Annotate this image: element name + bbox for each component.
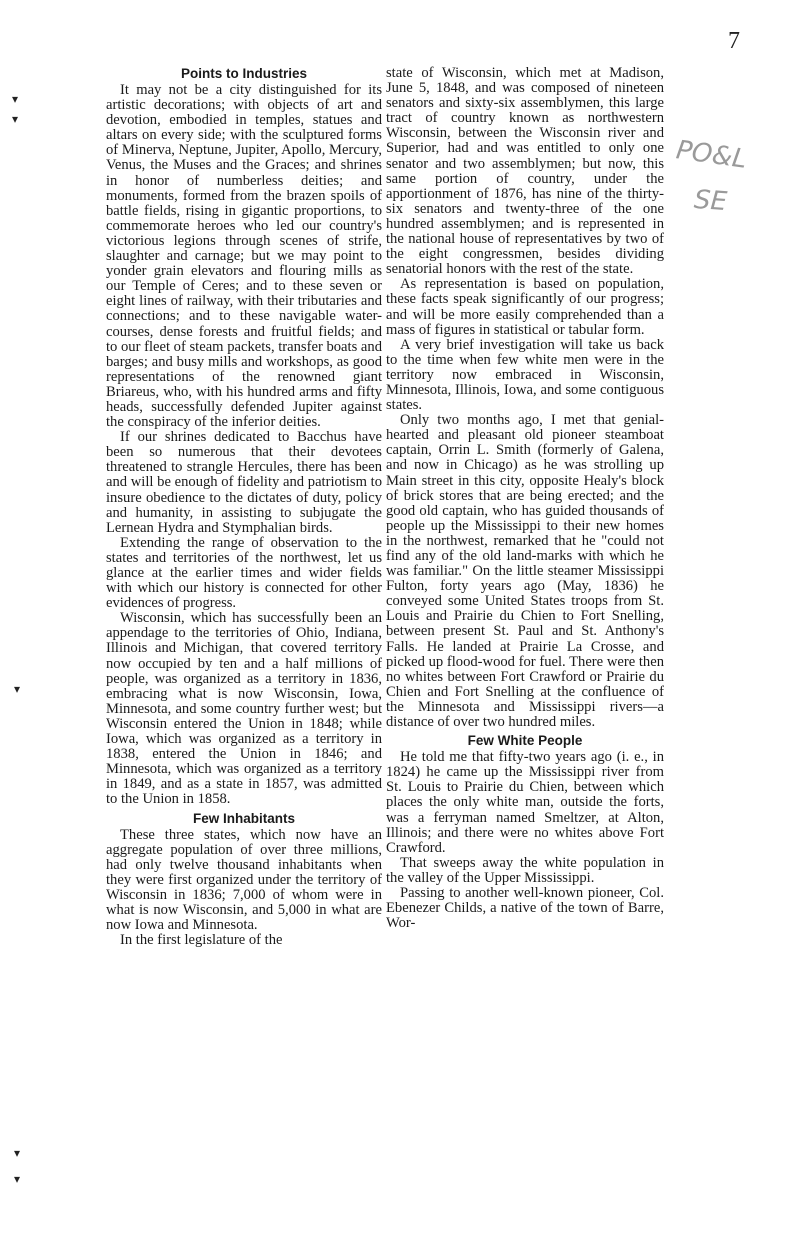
paragraph: Only two months ago, I met that genial-hearted and pleasant old pioneer steamboat captain, Orrin L. Smith (formerly of Galena, and now in Chicago) as he was strolling up Main street in this city, opposite Healy's block of brick stores that are being erected; and the good old captain, who has guided thousands of people up the Mississippi to their new homes in the northwest, remarked that he "could not find any of the old land-marks with which he was familiar." On the little steamer Mississippi Fulton, forty years ago (May, 1836) he conveyed some United States troops from St. Louis and Prairie du Chien to Fort Snelling, between present St. Paul and St. Anthony's Falls. He landed at Prairie La Crosse, and picked up flood-wood for fuel. There were then no whites between Fort Crawford or Prairie du Chien and Fort Snelling at the confluence of the Minnesota and Mississippi rivers—a distance of over two hundred miles. bbox=[386, 412, 664, 731]
margin-mark-2: ▾ bbox=[12, 112, 19, 126]
paragraph: He told me that fifty-two years ago (i. e., in 1824) he came up the Mississippi river from St. Louis to Prairie du Chien, between which places the only white man, outside the forts, was a ferryman named Smeltzer, at Alton, Illinois; and there were no whites above Fort Crawford. bbox=[386, 749, 664, 856]
page-number: 7 bbox=[728, 28, 740, 54]
paragraph: In the first legislature of the bbox=[120, 932, 283, 949]
right-column bbox=[386, 66, 664, 931]
paragraph: That sweeps away the white population in the valley of the Upper Mississippi. bbox=[386, 854, 664, 886]
margin-mark-4: ▾ bbox=[14, 1146, 21, 1160]
paragraph: Extending the range of observation to the states and territories of the northwest, let us glance at the earlier times and wider fields with which our history is connected for other evidences of progress. bbox=[106, 534, 382, 612]
margin-annotation-1: PO&L bbox=[674, 135, 749, 175]
margin-mark-5: ▾ bbox=[14, 1172, 21, 1186]
paragraph: As representation is based on population, these facts speak significantly of our progress; and will be more easily comprehended than a mass of figures in statistical or tabular form. bbox=[386, 276, 664, 338]
left-column bbox=[106, 66, 382, 948]
paragraph: If our shrines dedicated to Bacchus have been so numerous that their devotees threatened to strangle Hercules, there has been and will be enough of fidelity and patriotism to insure obedience to the dictates of duty, policy and humanity, in assisting to subjugate the Lernean Hydra and Stymphalian birds. bbox=[106, 429, 382, 536]
paragraph: These three states, which now have an aggregate population of over three millions, had only twelve thousand inhabitants when they were first organized under the territory of Wisconsin in 1836; 7,000 of whom were in what is now Wisconsin, and 5,000 in what are now Iowa and Minnesota. bbox=[106, 826, 382, 934]
margin-annotation-2: SE bbox=[692, 184, 728, 218]
margin-mark-1: ▾ bbox=[12, 92, 19, 106]
paragraph: It may not be a city distinguished for its artistic decorations; with objects of art and devotion, embodied in temples, statues and altars on every side; with the sculptured forms of Minerva, Neptune, Jupiter, Apollo, Mercury, Venus, the Muses and the Graces; and shrines in honor of numberless deities; and monuments, formed from the brazen spoils of battle fields, rising in gigantic proportions, to commemorate heroes who led our country's victorious legions through scenes of strife, slaughter and carnage; but we may point to yonder grain elevators and flouring mills as our Temple of Ceres; and to these seven or eight lines of railway, with their tributaries and connections; and to these navigable water-courses, dense forests and fruitful fields; and to our fleet of steam packets, transfer boats and barges; and busy mills and workshops, as good representations of the renowned giant Briareus, who, with his hundred arms and fifty heads, successfully defended Jupiter against the conspiracy of the inferior deities. bbox=[106, 82, 382, 431]
heading-points-to-industries: Points to Industries bbox=[180, 66, 307, 81]
heading-few-inhabitants: Few Inhabitants bbox=[192, 810, 295, 826]
paragraph: Passing to another well-known pioneer, Col. Ebenezer Childs, a native of the town of Barre, Wor- bbox=[386, 884, 664, 932]
margin-mark-3: ▾ bbox=[14, 682, 21, 696]
paragraph: state of Wisconsin, which met at Madison, June 5, 1848, and was composed of nineteen senators and sixty-six assemblymen, this large tract of country known as northwestern Wisconsin, between the Wisconsin river and Superior, had and was entitled to only one senator and two assemblymen; but now, this same portion of country, under the apportionment of 1876, has nine of the thirty-six senators and twenty-three of the one hundred assemblymen; and is represented in the national house of representatives by two of the eight congressmen, besides dividing senatorial honors with the rest of the state. bbox=[386, 65, 664, 278]
heading-few-white-people: Few White People bbox=[467, 733, 583, 749]
paragraph: Wisconsin, which has successfully been an appendage to the territories of Ohio, Indiana, Illinois and Michigan, that covered territory now occupied by ten and a half millions of people, was organized as a territory in 1836, embracing what is now Wisconsin, Iowa, Minnesota, and some country further west; but Wisconsin entered the Union in 1848; while Iowa, which was organized as a territory in 1838, entered the Union in 1846; and Minnesota, which was organized as a territory in 1849, and as a state in 1857, was admitted to the Union in 1858. bbox=[106, 610, 382, 808]
paragraph: A very brief investigation will take us back to the time when few white men were in the territory now embraced in Wisconsin, Minnesota, Illinois, Iowa, and some contiguous states. bbox=[386, 336, 664, 414]
